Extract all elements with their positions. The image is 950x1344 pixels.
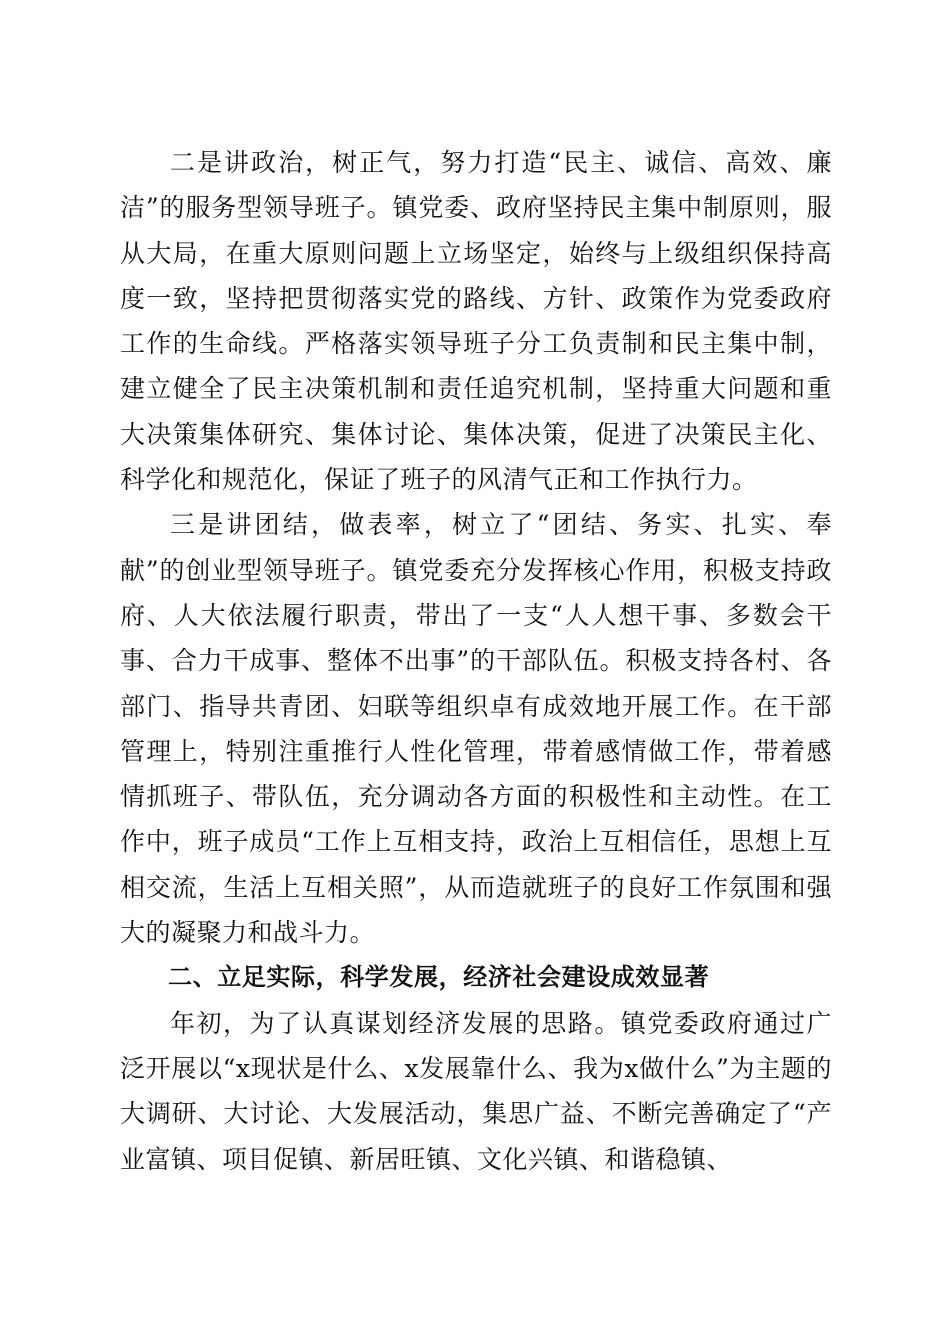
paragraph-development-strategy: 年初，为了认真谋划经济发展的思路。镇党委政府通过广泛开展以“x现状是什么、x发展靠什么、我为x做什么”为主题的大调研、大讨论、大发展活动，集思广益、不断完善确定了“产业富镇、项目促镇、新居旺镇、文化兴镇、和谐稳镇、 [120, 1008, 832, 1174]
document-body [120, 140, 832, 1182]
paragraph-leadership-unity: 三是讲团结，做表率，树立了“团结、务实、扎实、奉献”的创业型领导班子。镇党委充分发挥核心作用，积极支持政府、人大依法履行职责，带出了一支“人人想干事、多数会干事、合力干成事、整体不出事”的干部队伍。积极支持各村、各部门、指导共青团、妇联等组织卓有成效地开展工作。在干部管理上，特别注重推行人性化管理，带着感情做工作，带着感情抓班子、带队伍，充分调动各方面的积极性和主动性。在工作中，班子成员“工作上互相支持，政治上互相信任，思想上互相交流，生活上互相关照”，从而造就班子的良好工作氛围和强大的凝聚力和战斗力。 [120, 510, 832, 948]
section-heading-economic-development: 二、立足实际，科学发展，经济社会建设成效显著 [168, 963, 710, 992]
paragraph-leadership-politics: 二是讲政治，树正气，努力打造“民主、诚信、高效、廉洁”的服务型领导班子。镇党委、政府坚持民主集中制原则，服从大局，在重大原则问题上立场坚定，始终与上级组织保持高度一致，坚持把贯彻落实党的路线、方针、政策作为党委政府工作的生命线。严格落实领导班子分工负责制和民主集中制，建立健全了民主决策机制和责任追究机制，坚持重大问题和重大决策集体研究、集体讨论、集体决策，促进了决策民主化、科学化和规范化，保证了班子的风清气正和工作执行力。 [120, 148, 832, 495]
